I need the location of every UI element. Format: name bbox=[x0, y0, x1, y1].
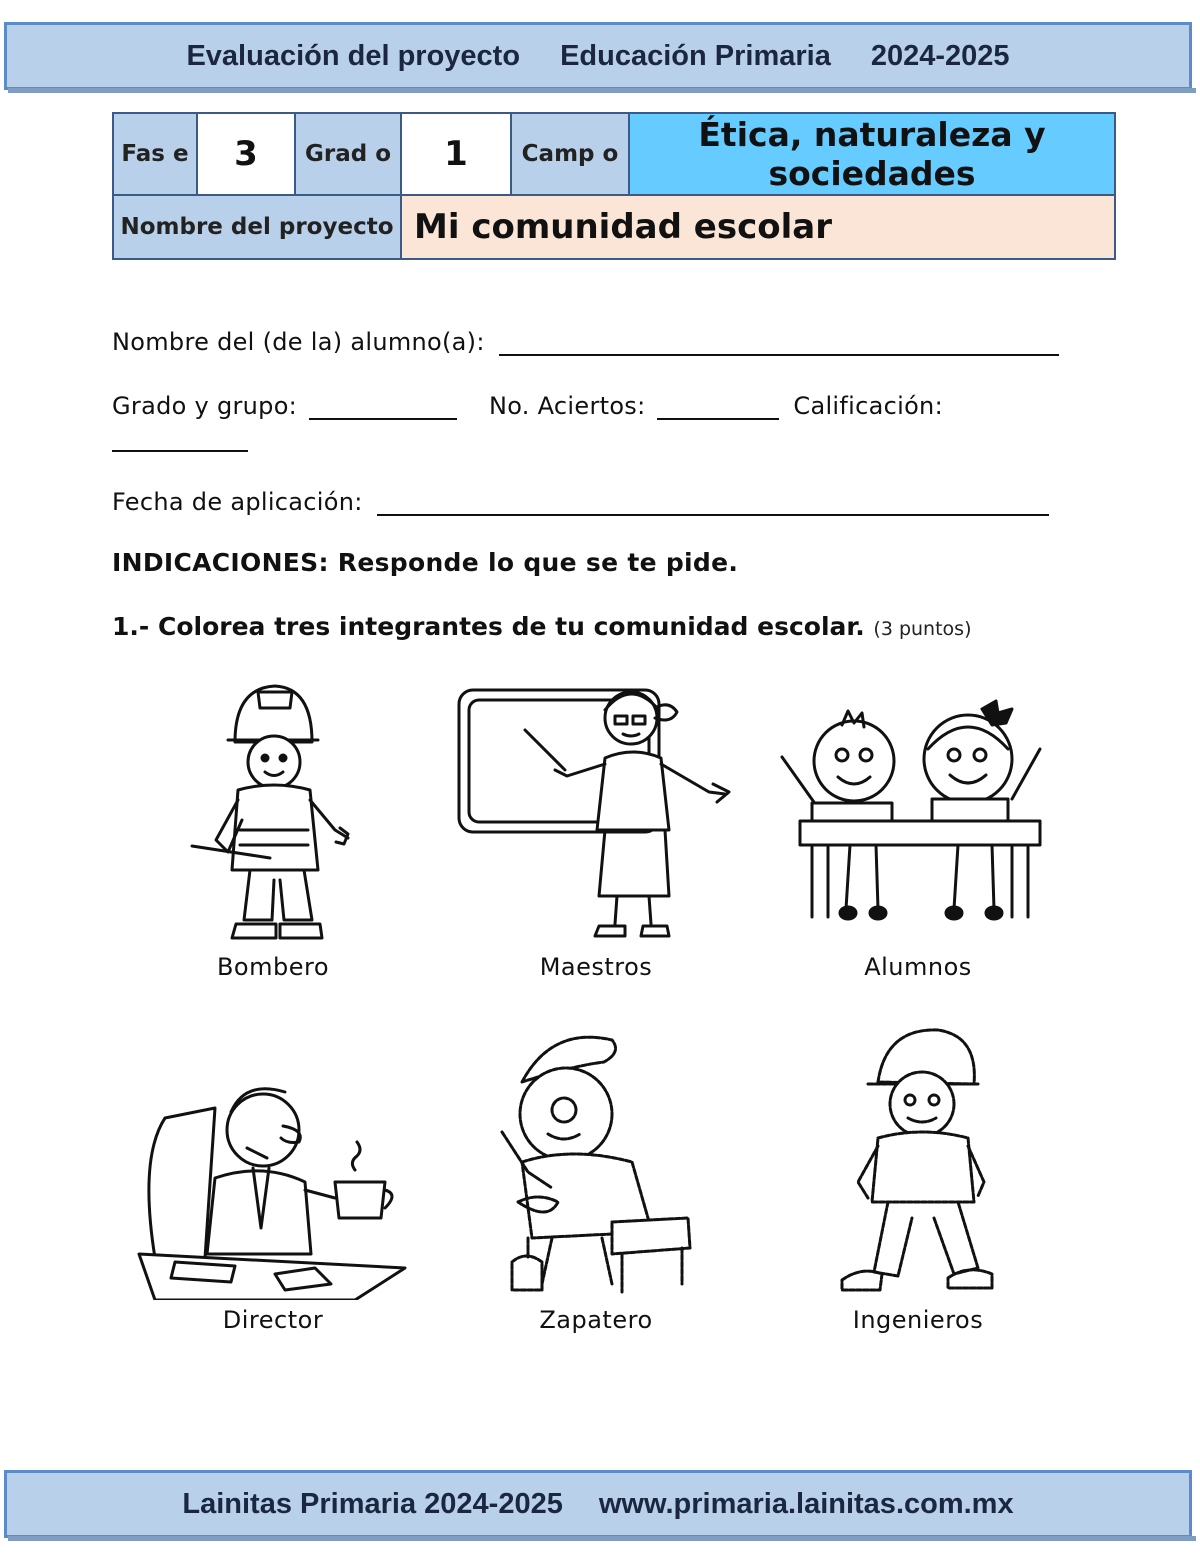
footer-shadow bbox=[8, 1536, 1196, 1541]
grado-value: 1 bbox=[401, 113, 511, 195]
calificacion-label: Calificación: bbox=[793, 392, 943, 420]
question-1 bbox=[112, 612, 971, 641]
project-info-table bbox=[112, 112, 1116, 260]
fecha-label: Fecha de aplicación: bbox=[112, 488, 363, 516]
proyecto-label: Nombre del proyecto bbox=[113, 195, 401, 259]
header-shadow bbox=[8, 88, 1196, 93]
campo-value: Ética, naturaleza y sociedades bbox=[629, 113, 1115, 195]
proyecto-value: Mi comunidad escolar bbox=[401, 195, 1115, 259]
fecha-input[interactable] bbox=[377, 486, 1049, 516]
fecha-row bbox=[112, 486, 1049, 516]
grado-grupo-label: Grado y grupo: bbox=[112, 392, 298, 420]
director-icon[interactable] bbox=[135, 1078, 410, 1300]
grado-grupo-input[interactable] bbox=[309, 390, 457, 420]
shoemaker-icon[interactable] bbox=[492, 1022, 702, 1300]
question-text: 1.- Colorea tres integrantes de tu comunidad escolar. bbox=[112, 612, 865, 641]
option-maestros[interactable]: Maestros bbox=[539, 953, 653, 981]
calificacion-input[interactable] bbox=[112, 424, 248, 452]
firefighter-icon[interactable] bbox=[180, 680, 370, 945]
grade-row bbox=[112, 390, 943, 420]
teacher-icon[interactable] bbox=[455, 680, 745, 942]
fase-value: 3 bbox=[197, 113, 295, 195]
header-banner bbox=[4, 22, 1192, 90]
option-zapatero[interactable]: Zapatero bbox=[539, 1306, 653, 1334]
header-level: Educación Primaria bbox=[560, 39, 831, 72]
students-icon[interactable] bbox=[772, 695, 1062, 930]
engineer-icon[interactable] bbox=[838, 1022, 998, 1297]
student-name-row bbox=[112, 326, 1059, 356]
header-title: Evaluación del proyecto bbox=[186, 39, 521, 72]
footer-site-name: Lainitas Primaria 2024-2025 bbox=[182, 1487, 563, 1520]
footer-url[interactable]: www.primaria.lainitas.com.mx bbox=[598, 1487, 1014, 1520]
instructions: INDICACIONES: Responde lo que se te pide. bbox=[112, 548, 739, 577]
option-director[interactable]: Director bbox=[222, 1306, 324, 1334]
aciertos-input[interactable] bbox=[657, 390, 779, 420]
option-alumnos[interactable]: Alumnos bbox=[864, 953, 972, 981]
student-name-input[interactable] bbox=[499, 326, 1059, 356]
campo-label: Camp o bbox=[511, 113, 629, 195]
fase-label: Fas e bbox=[113, 113, 197, 195]
option-bombero[interactable]: Bombero bbox=[216, 953, 330, 981]
question-points: (3 puntos) bbox=[873, 618, 972, 640]
student-name-label: Nombre del (de la) alumno(a): bbox=[112, 328, 485, 356]
aciertos-label: No. Aciertos: bbox=[488, 392, 646, 420]
footer-banner bbox=[4, 1470, 1192, 1538]
header-year: 2024-2025 bbox=[870, 39, 1010, 72]
option-ingenieros[interactable]: Ingenieros bbox=[852, 1306, 984, 1334]
grado-label: Grad o bbox=[295, 113, 401, 195]
calificacion-input-row bbox=[112, 424, 248, 452]
